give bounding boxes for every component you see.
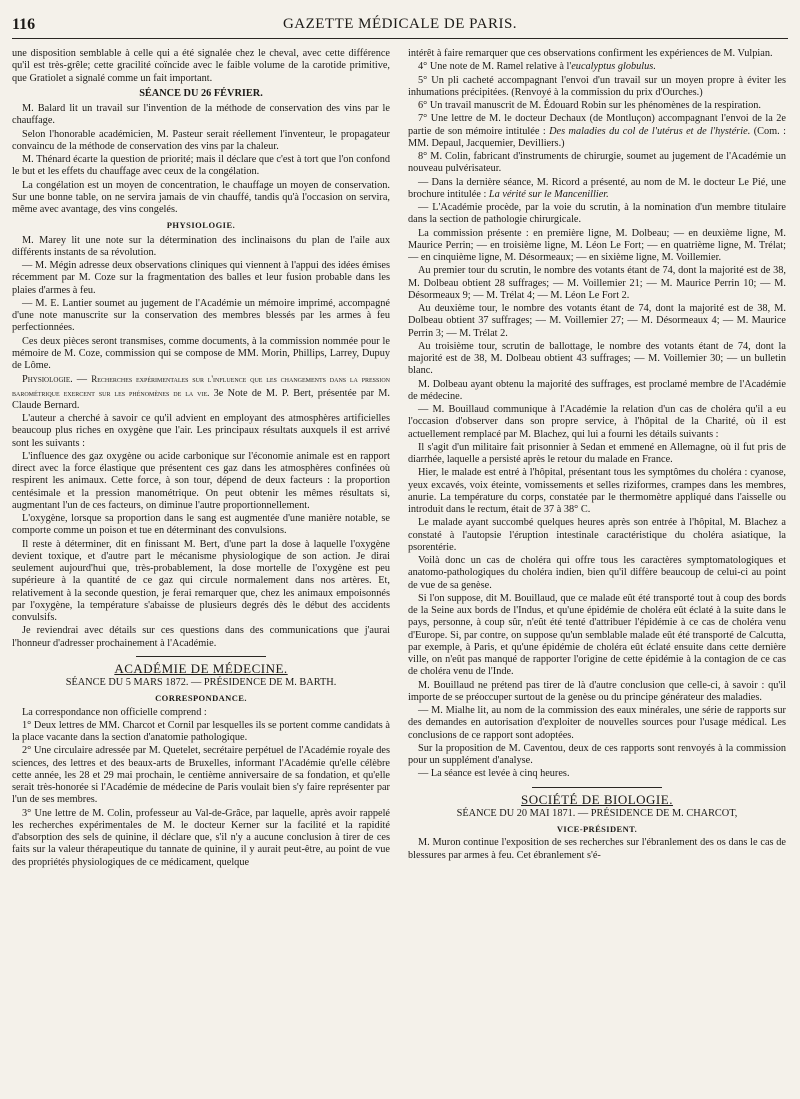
rubric-label: Physiologie. —: [22, 374, 88, 386]
paragraph: — M. E. Lantier soumet au jugement de l'Académie un mémoire imprimé, accompagné d'une note manuscrite sur la conservation des membres blessés par les armes à feu perfectionnées.: [12, 297, 390, 334]
paragraph: 1° Deux lettres de MM. Charcot et Cornil par lesquelles ils se portent comme candidats à la place vacante dans la section d'anatomie pathologique.: [12, 719, 390, 743]
paragraph: Il s'agit d'un militaire fait prisonnier à Sedan et emmené en Allemagne, où il fut pris de diarrhée, laquelle a persisté après le retour du malade en France.: [408, 441, 786, 465]
paragraph: — M. Bouillaud communique à l'Académie la relation d'un cas de choléra qu'il a eu l'occasion d'observer dans son propre service, à l'hôpital de la Charité, où il est actuellement remplacé par M. Blachez, qui lui a fourni les détails suivants :: [408, 404, 786, 440]
rubric-title: Recherches expérimentales sur l'influence que les changements dans la pression barométrique exercent sur les phénomènes de la vie.: [12, 374, 390, 398]
text: 4° Une note de M. Ramel relative à l': [418, 61, 572, 73]
paragraph: La correspondance non officielle comprend :: [22, 706, 207, 718]
paragraph: Voilà donc un cas de choléra qui offre tous les caractères symptomatologiques et anatomo-pathologiques du choléra indien, bien qu'il diffère beaucoup de celui-ci au point de vue de sa genèse.: [408, 555, 786, 591]
paragraph: — M. Mégin adresse deux observations cliniques qui viennent à l'appui des idées émises récemment par M. Coze sur la fragmentation des balles et leur fusion probable dans les plaies d'armes à feu.: [12, 260, 390, 296]
paragraph: Au deuxième tour, le nombre des votants étant de 74, dont la majorité est de 38, M. Dolbeau obtient 37 suffrages; — M. Voillemier 27; — M. Désormeaux 4; — M. Maurice Perrin 3; — M. Trélat 2.: [408, 303, 786, 339]
paragraph: — M. Mialhe lit, au nom de la commission des eaux minérales, une série de rapports sur des demandes en autorisation d'exploiter de nouvelles sources pour l'usage médical. Les conclusions de ce rapport sont adoptées.: [408, 705, 786, 741]
paragraph: Au troisième tour, scrutin de ballottage, le nombre des votants étant de 74, dont la majorité est de 38, M. Dolbeau obtient 43 suffrages; — M. Voillemier 30; — un bulletin blanc.: [408, 340, 786, 377]
paragraph: — La séance est levée à cinq heures.: [418, 768, 570, 780]
italic-text: La vérité sur le Mancenillier.: [488, 188, 609, 200]
italic-text: Des maladies du col de l'utérus et de l'hystérie.: [549, 125, 751, 137]
rubric-text: 3e Note de M. P. Bert, présentée par M. Claude Bernard.: [12, 387, 390, 411]
paragraph: 8° M. Colin, fabricant d'instruments de chirurgie, soumet au jugement de l'Académie un nouveau pulvérisateur.: [408, 151, 786, 175]
paragraph: 6° Un travail manuscrit de M. Édouard Robin sur les phénomènes de la respiration.: [418, 100, 761, 111]
paragraph: Hier, le malade est entré à l'hôpital, présentant tous les symptômes du choléra : cyanose, yeux excavés, voix éteinte, vomissements et selles riziformes, crampes dans les membres, anurie. La température du corps, constatée par le thermomètre appliqué dans l'aisselle ou introduit dans le rectum, était de 37 à 38° C.: [408, 467, 786, 515]
paragraph: [408, 113, 786, 150]
paragraph: M. Dolbeau ayant obtenu la majorité des suffrages, est proclamé membre de l'Académie de médecine.: [408, 378, 786, 402]
session-heading: SÉANCE DU 26 FÉVRIER.: [139, 87, 263, 99]
text: 7° Une lettre de M. le docteur Dechaux (de Montluçon) accompagnant l'envoi de la 2e partie de son mémoire intitulée :: [408, 113, 786, 137]
paragraph: L'influence des gaz oxygène ou acide carbonique sur l'économie animale est en rapport direct avec la force élastique que présentent ces gaz dans les atmosphères confinées où respirent les animaux. Cette force, à son tour, dépend de deux facteurs : la proportion centésimale et la pression manométrique. On peut obtenir les mêmes résultats si, augmentant l'un de ces facteurs, on diminue l'autre proportionnellement.: [12, 450, 390, 511]
paragraph: — L'Académie procède, par la voie du scrutin, à la nomination d'un membre titulaire dans la section de pathologie chirurgicale.: [408, 202, 786, 226]
session-line: SÉANCE DU 20 MAI 1871. — PRÉSIDENCE DE M. CHARCOT,: [456, 807, 738, 819]
journal-title: GAZETTE MÉDICALE DE PARIS.: [282, 16, 518, 32]
text: — Dans la dernière séance, M. Ricord a présenté, au nom de M. le docteur Le Pié, une brochure intitulée :: [408, 176, 786, 200]
paragraph: Selon l'honorable académicien, M. Pasteur serait réellement l'inventeur, le propagateur convaincu de la méthode de conservation des vins par la chaleur.: [12, 128, 390, 152]
session-line: SÉANCE DU 5 MARS 1872. — PRÉSIDENCE DE M. BARTH.: [65, 677, 337, 688]
paragraph: Si l'on suppose, dit M. Bouillaud, que ce malade eût été transporté tout à coup des bords de la Seine aux bords de l'Indus, et qu'une épidémie de choléra eût éclaté à la suite dans le pays, personne, à coup sûr, n'eût été tenté d'attribuer l'épidémie à ce cas de choléra venu d'Europe. Si, par contre, on suppose qu'un semblable malade eût été transporté de Calcutta, par exemple, à Paris, et qu'une épidémie de choléra eût éclaté ensuite dans cette dernière ville, on n'eût pas manqué de rapporter l'origine de cette épidémie à la contagion de ce cas de choléra venu de l'Inde.: [408, 592, 786, 678]
paragraph: M. Muron continue l'exposition de ses recherches sur l'ébranlement des os dans le cas de blessures par armes à feu. Cet ébranlement s'é-: [408, 837, 786, 861]
subsection-heading: CORRESPONDANCE.: [155, 693, 247, 704]
divider: [136, 656, 266, 657]
paragraph: intérêt à faire remarquer que ces observations confirment les expériences de M. Vulpian.: [408, 48, 773, 59]
paragraph: M. Thénard écarte la question de priorité; mais il déclare que c'est à tort que l'on confond le but et les effets du chauffage avec ceux de la congélation.: [12, 154, 390, 178]
section-heading: PHYSIOLOGIE.: [166, 220, 236, 231]
paragraph: Sur la proposition de M. Caventou, deux de ces rapports sont renvoyés à la commission pour un supplément d'analyse.: [408, 742, 786, 766]
paragraph: Je reviendrai avec détails sur ces questions dans des communications que j'aurai l'honneur d'adresser prochainement à l'Académie.: [12, 625, 390, 649]
text: (Com. : MM. Depaul, Jacquemier, Devilliers.): [408, 125, 786, 149]
paragraph: Le malade ayant succombé quelques heures après son entrée à l'hôpital, M. Blachez a constaté à l'autopsie l'éruption intestinale caractéristique du choléra asiatique, la psorentérie.: [408, 517, 786, 553]
divider: [532, 787, 662, 788]
paragraph: Ces deux pièces seront transmises, comme documents, à la commission nommée pour le mémoire de M. Coze, commission qui se compose de MM. Morin, Phillips, Larrey, Dupuy de Lôme.: [12, 335, 390, 371]
page-number: 116: [12, 16, 36, 33]
rubric-paragraph: [12, 373, 390, 412]
paragraph: La congélation est un moyen de concentration, le chauffage un moyen de conservation. Sur une bonne table, on ne servira jamais de vin chauffé, tandis qu'à l'occasion on servira, même avec avantage, des vins congelés.: [12, 179, 390, 215]
paragraph: La commission présente : en première ligne, M. Dolbeau; — en deuxième ligne, M. Maurice Perrin; — en troisième ligne, M. Léon Le Fort; — en quatrième ligne, M. Trélat; — en cinquième ligne, M. Désormeaux; — en sixième ligne, M. Voillemier.: [408, 227, 786, 263]
section-title: ACADÉMIE DE MÉDECINE.: [114, 660, 288, 676]
paragraph: [408, 177, 786, 202]
paragraph: Au premier tour du scrutin, le nombre des votants étant de 74, dont la majorité est de 38, M. Dolbeau obtient 28 suffrages; — M. Voillemier 21; — M. Maurice Perrin 10; — M. Désormeaux 9; — M. Trélat 4; — M. Léon Le Fort 2.: [408, 265, 786, 301]
right-column: [408, 48, 786, 1094]
paragraph: une disposition semblable à celle qui a été signalée chez le cheval, avec cette différence qu'il est très-grêle; cette gracilité coïncide avec le faible volume de la carotide primitive, que Gratiolet a signalé comme un fait important.: [12, 48, 390, 84]
section-title: SOCIÉTÉ DE BIOLOGIE.: [521, 791, 673, 807]
paragraph: M. Marey lit une note sur la détermination des inclinaisons du plan de l'aile aux différents instants de sa révolution.: [12, 234, 390, 258]
paragraph: L'oxygène, lorsque sa proportion dans le sang est augmentée d'une manière notable, se comporte comme un poison et tue en déterminant des convulsions.: [12, 513, 390, 537]
page-header: [12, 14, 788, 39]
paragraph: [408, 61, 786, 73]
paragraph: 5° Un pli cacheté accompagnant l'envoi d'un travail sur un moyen propre à éviter les inhumations précipitées. (Renvoyé à la commission du prix d'Ourches.): [408, 74, 786, 98]
paragraph: M. Balard lit un travail sur l'invention de la méthode de conservation des vins par le chauffage.: [12, 103, 390, 127]
italic-text: eucalyptus globulus.: [571, 61, 656, 73]
paragraph: 3° Une lettre de M. Colin, professeur au Val-de-Grâce, par laquelle, après avoir rappelé les recherches expérimentales de M. le docteur Kerner sur la facilité et la rapidité d'absorption des sels de quinine, il déclare que, s'il n'y a aucune conclusion à tirer de ces faits sur la valeur thérapeutique du tannate de quinine, il y aurait peut-être, au point de vue des propriétés physiologiques de ce médicament, quelque: [12, 807, 390, 868]
paragraph: Il reste à déterminer, dit en finissant M. Bert, d'une part la dose à laquelle l'oxygène devient toxique, et d'autre part le mécanisme physiologique de son action. Je dirai seulement aujourd'hui que, très-probablement, la dose mortelle de l'oxygène est peu supérieure à la quantité de ce gaz qui circule normalement dans nos artères. Et, relativement à la seconde question, je ferai remarquer que, chez les animaux empoisonnés par l'oxygène, la température s'abaisse de plusieurs degrés dès le début des accidents convulsifs.: [12, 538, 390, 623]
paragraph: L'auteur a cherché à savoir ce qu'il advient en employant des atmosphères artificielles beaucoup plus riches en oxygène que l'air. Les principaux résultats auxquels il est arrivé sont les suivants :: [12, 413, 390, 449]
session-subline: VICE-PRÉSIDENT.: [556, 824, 638, 834]
paragraph: M. Bouillaud ne prétend pas tirer de là d'autre conclusion que celle-ci, à savoir : qu'il importe de se préoccuper surtout de la genèse ou du principe générateur des maladies.: [408, 679, 786, 703]
left-column: [12, 48, 390, 1094]
paragraph: 2° Une circulaire adressée par M. Quetelet, secrétaire perpétuel de l'Académie royale des sciences, des lettres et des beaux-arts de Bruxelles, informant l'Académie qu'elle célèbre cette année, les 28 et 29 mai prochain, le centième anniversaire de sa fondation, et qu'elle serait très-honorée si l'Académie de médecine de Paris voulait bien s'y faire représenter par l'un de ses membres.: [12, 745, 390, 806]
